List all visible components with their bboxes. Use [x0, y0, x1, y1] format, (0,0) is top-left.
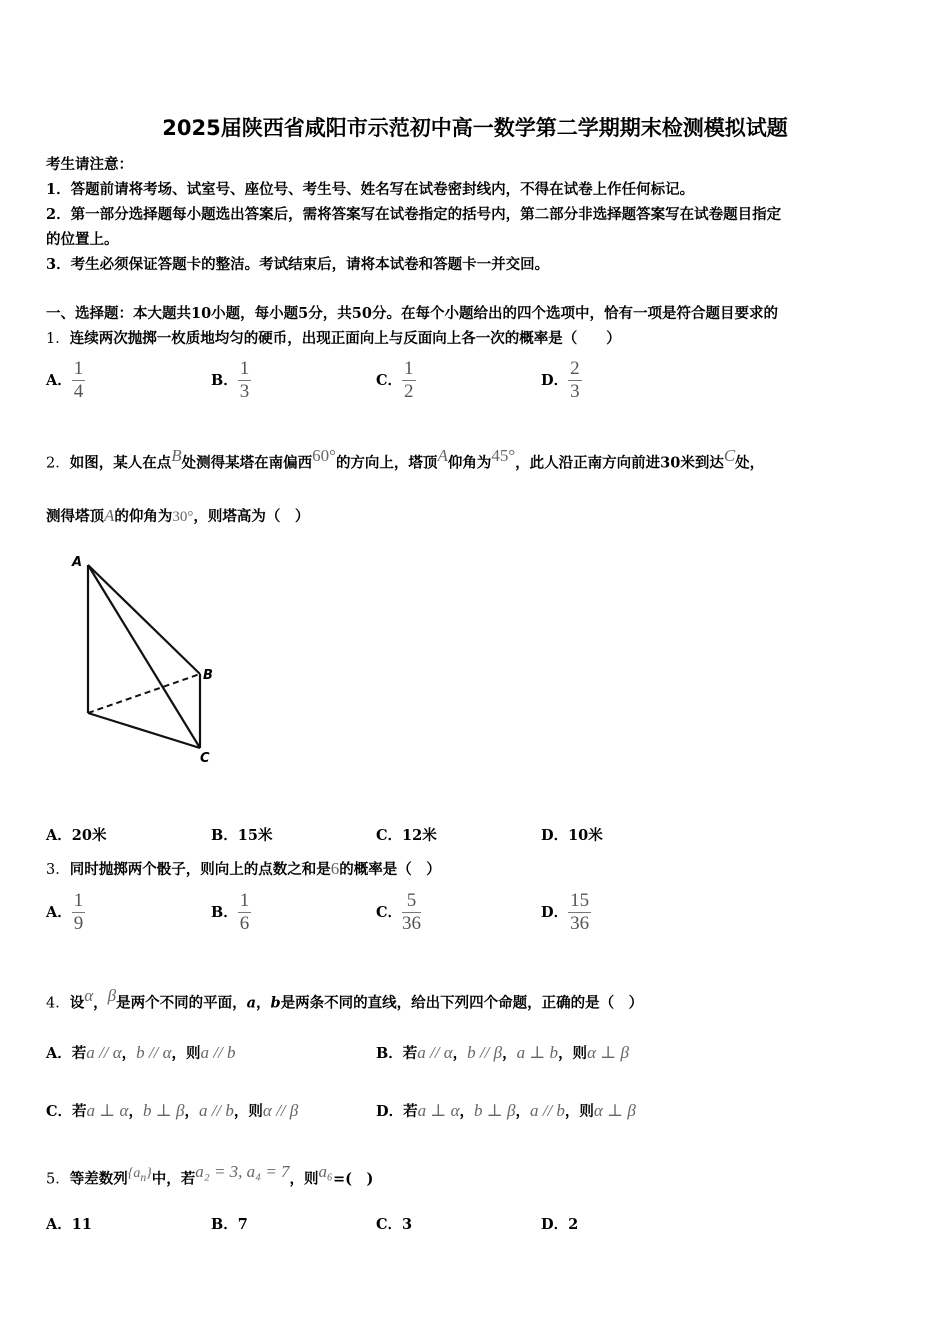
option-label: D． [541, 372, 569, 389]
denominator: 3 [239, 381, 250, 402]
stem-text: 测得塔顶 [46, 508, 104, 525]
section-heading: 一、选择题：本大题共10小题，每小题5分，共50分。在每个小题给出的四个选项中，恰有一项是符合题目要求的 [46, 305, 778, 322]
question-5 [46, 1162, 373, 1188]
q1-option-a [46, 358, 85, 403]
q4-option-b: B．若a // α，b // β，a ⊥ b，则α ⊥ β [376, 1043, 629, 1062]
option-label: D． [376, 1103, 404, 1120]
fraction [238, 358, 252, 403]
option-text: ，则 [171, 1045, 201, 1062]
option-text: 15米 [237, 827, 273, 844]
angle-45: 45° [491, 446, 516, 465]
notice-item: 的位置上。 [46, 231, 119, 248]
line-base-b [88, 674, 200, 713]
notice-item: 3．考生必须保证答题卡的整洁。考试结束后，请将本试卷和答题卡一并交回。 [46, 256, 550, 273]
option-label: C． [46, 1103, 73, 1120]
sequence-close: } [146, 1166, 152, 1181]
denominator: 36 [570, 913, 590, 934]
option-text: 10米 [568, 827, 603, 844]
sequence-sub: n [140, 1170, 147, 1184]
math-six: 6 [330, 859, 340, 878]
fraction [238, 890, 252, 935]
stem-text: 是两个不同的平面， [116, 994, 247, 1012]
stem-text: 设 [69, 994, 85, 1012]
numerator: 5 [402, 890, 421, 913]
q5-option-a [46, 1213, 92, 1234]
option-label: C． [376, 1216, 403, 1233]
condition: a // b [529, 1101, 565, 1120]
numerator: 1 [239, 890, 250, 911]
option-text: 若 [71, 1045, 87, 1062]
condition: a // b [198, 1101, 234, 1120]
option-text: 若 [72, 1103, 87, 1120]
condition: b ⊥ β [474, 1101, 516, 1120]
angle-30: 30° [172, 509, 194, 525]
option-label: A． [46, 1045, 72, 1062]
question-stem: 连续两次抛掷一枚质地均匀的硬币，出现正面向上与反面向上各一次的概率是（ ） [69, 330, 621, 347]
stem-text: 如图，某人在点 [69, 454, 172, 472]
q4-option-c: C．若a ⊥ α，b ⊥ β，a // b，则α // β [46, 1101, 299, 1120]
option-text: 12米 [402, 827, 437, 844]
condition: a ⊥ α [417, 1101, 460, 1120]
option-text: 3 [402, 1216, 413, 1233]
q2-option-d [541, 824, 603, 845]
point-b: B [171, 446, 182, 465]
line-a: a [246, 994, 257, 1012]
q3-option-d [541, 890, 591, 935]
q5-option-d [541, 1213, 578, 1234]
condition: a₂ = 3, a₄ = 7 [195, 1162, 290, 1181]
condition: a ⊥ α [86, 1101, 129, 1120]
q2-option-b [211, 824, 272, 845]
label-c: C [200, 751, 210, 766]
stem-text: 是两条不同的直线，给出下列四个命题，正确的是（ ） [280, 994, 644, 1012]
stem-text: ，此人沿正南方向前进30米到达 [515, 454, 724, 472]
option-label: D． [541, 904, 569, 921]
option-text: 2 [568, 1216, 579, 1233]
fraction [402, 890, 421, 935]
question-number: 5． [46, 1171, 70, 1188]
fraction [568, 890, 591, 935]
option-label: C． [376, 904, 403, 921]
option-label: B． [211, 904, 238, 921]
question-number: 4． [46, 995, 70, 1012]
option-text: 20米 [71, 827, 107, 844]
option-text: ，则 [233, 1103, 263, 1120]
option-text: 若 [402, 1045, 418, 1062]
stem-text: 的方向上，塔顶 [335, 454, 438, 472]
plane-alpha: α [84, 986, 94, 1005]
plane-beta: β [107, 986, 117, 1005]
question-2-line2 [46, 505, 309, 526]
option-label: C． [376, 372, 403, 389]
option-label: B． [211, 827, 238, 844]
option-text: ，则 [564, 1103, 594, 1120]
point-a: A [437, 446, 448, 465]
angle-60: 60° [312, 446, 336, 465]
option-label: B． [211, 1216, 238, 1233]
numerator: 1 [73, 890, 84, 911]
question-number: 2． [46, 455, 70, 472]
denominator: 36 [402, 913, 422, 934]
question-1 [46, 327, 621, 348]
q2-option-c [376, 824, 437, 845]
fraction [72, 890, 86, 935]
option-label: A． [46, 1216, 72, 1233]
condition: b // α [136, 1043, 172, 1062]
question-number: 1． [46, 331, 70, 347]
stem-text: 处， [735, 454, 765, 472]
notice-item: 2．第一部分选择题每小题选出答案后，需将答案写在试卷指定的括号内，第二部分非选择题答案写在试卷题目指定 [46, 206, 782, 223]
option-text: ，则 [558, 1045, 588, 1062]
label-a: A [72, 555, 83, 570]
sequence-symbol [127, 1166, 152, 1184]
condition: a // α [86, 1043, 122, 1062]
fraction [402, 358, 416, 403]
question-3 [46, 858, 441, 879]
stem-text: 的仰角为 [114, 508, 173, 525]
fraction [568, 358, 582, 403]
numerator: 15 [570, 890, 590, 911]
q1-option-d [541, 358, 582, 403]
conclusion: a // b [200, 1043, 236, 1062]
numerator: 2 [570, 358, 580, 379]
page-title: 2025届陕西省咸阳市示范初中高一数学第二学期期末检测模拟试题 [162, 116, 788, 140]
denominator: 6 [239, 913, 250, 934]
numerator: 1 [404, 358, 414, 379]
option-text: 若 [403, 1103, 418, 1120]
q1-option-b [211, 358, 251, 403]
question-2 [46, 446, 764, 472]
option-label: A． [46, 372, 72, 389]
denominator: 9 [73, 913, 84, 934]
stem-text: 等差数列 [69, 1170, 128, 1188]
stem-text: ， [256, 994, 271, 1012]
question-number: 3． [46, 862, 70, 878]
q5-option-b [211, 1213, 248, 1234]
term-a6: a₆ [318, 1162, 333, 1181]
label-b: B [203, 668, 213, 683]
stem-text: ， [93, 994, 108, 1012]
q4-option-d: D．若a ⊥ α，b ⊥ β，a // b，则α ⊥ β [376, 1101, 636, 1120]
question-4 [46, 986, 643, 1012]
q3-option-b [211, 890, 251, 935]
denominator: 3 [570, 381, 580, 402]
stem-text: 处测得某塔在南偏西 [181, 454, 313, 472]
stem-text: 同时抛掷两个骰子，则向上的点数之和是 [69, 861, 331, 878]
sequence-open: {a [127, 1166, 141, 1181]
q4-option-a: A．若a // α，b // α，则a // b [46, 1043, 236, 1062]
denominator: 2 [404, 381, 414, 402]
option-label: B． [376, 1045, 403, 1062]
fraction [72, 358, 86, 403]
stem-text: =( ) [332, 1170, 374, 1188]
q5-option-c [376, 1213, 412, 1234]
line-base-c [88, 713, 200, 748]
conclusion: α ⊥ β [593, 1101, 636, 1120]
q2-option-a [46, 824, 106, 845]
tower-figure [66, 548, 226, 773]
condition: b ⊥ β [142, 1101, 185, 1120]
option-label: D． [541, 1216, 569, 1233]
conclusion: α // β [262, 1101, 299, 1120]
stem-text: 的概率是（ ） [339, 861, 441, 878]
q3-option-c [376, 890, 421, 935]
option-text: 11 [71, 1216, 92, 1233]
option-label: B． [211, 372, 238, 389]
stem-text: 仰角为 [447, 454, 492, 472]
condition: a // α [417, 1043, 453, 1062]
denominator: 4 [73, 381, 84, 402]
option-label: A． [46, 904, 72, 921]
condition: a ⊥ b [516, 1043, 559, 1062]
stem-text: ，则塔高为（ ） [193, 508, 310, 525]
numerator: 1 [73, 358, 84, 379]
q1-option-c [376, 358, 416, 403]
point-c: C [723, 446, 736, 465]
q3-option-a [46, 890, 85, 935]
option-text: 7 [237, 1216, 248, 1233]
notice-item: 1．答题前请将考场、试室号、座位号、考生号、姓名写在试卷密封线内，不得在试卷上作任何标记。 [46, 181, 695, 198]
numerator: 1 [239, 358, 250, 379]
point-a: A [104, 506, 115, 525]
option-label: A． [46, 827, 72, 844]
option-label: C． [376, 827, 403, 844]
notice-heading: 考生请注意： [46, 156, 133, 173]
option-label: D． [541, 827, 569, 844]
line-b: b [270, 994, 281, 1012]
condition: b // β [467, 1043, 503, 1062]
conclusion: α ⊥ β [587, 1043, 629, 1062]
stem-text: 中，若 [151, 1170, 196, 1188]
stem-text: ，则 [289, 1170, 319, 1188]
